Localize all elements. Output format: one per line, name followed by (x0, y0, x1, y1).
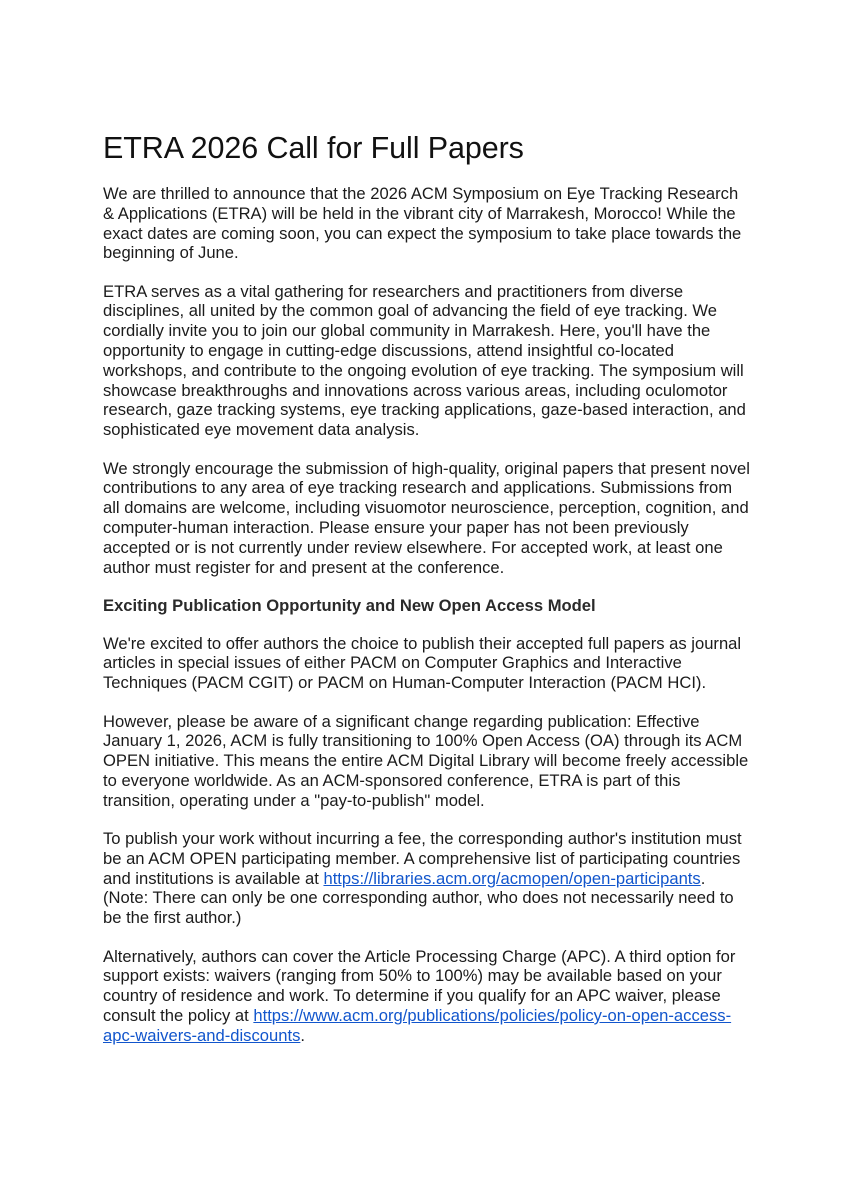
document-page (103, 128, 753, 1064)
fee-text-before: To publish your work without incurring a fee, the corresponding author's institution must be an ACM OPEN participating member. A comprehensive list of participating countries and institutions is available at (103, 829, 742, 888)
acm-open-participants-link[interactable]: https://libraries.acm.org/acmopen/open-participants (323, 868, 701, 888)
apc-waiver-policy-link[interactable]: https://www.acm.org/publications/policies/policy-on-open-access-apc-waivers-and-discounts (103, 1005, 732, 1045)
apc-text-after: . (300, 1025, 305, 1045)
submission-paragraph: We strongly encourage the submission of high-quality, original papers that present novel contributions to any area of eye tracking research and applications. Submissions from all domains are welcome, including visuomotor neuroscience, perception, cognition, and computer-human interaction. Please ensure your paper has not been previously accepted or is not currently under review elsewhere. For accepted work, at least one author must register for and present at the conference. (103, 458, 750, 577)
gathering-paragraph: ETRA serves as a vital gathering for researchers and practitioners from diverse disciplines, all united by the common goal of advancing the field of eye tracking. We cordially invite you to join our global community in Marrakesh. Here, you'll have the opportunity to engage in cutting-edge discussions, attend insightful co-located workshops, and contribute to the ongoing evolution of eye tracking. The symposium will showcase breakthroughs and innovations across various areas, including oculomotor research, gaze tracking systems, eye tracking applications, gaze-based interaction, and sophisticated eye movement data analysis. (103, 281, 746, 440)
apc-paragraph (103, 947, 751, 1046)
intro-paragraph: We are thrilled to announce that the 2026 ACM Symposium on Eye Tracking Research & Applications (ETRA) will be held in the vibrant city of Marrakesh, Morocco! While the exact dates are coming soon, you can expect the symposium to take place towards the beginning of June. (103, 184, 742, 263)
fee-paragraph (103, 829, 751, 928)
open-access-paragraph: However, please be aware of a significant change regarding publication: Effective January 1, 2026, ACM is fully transitioning to 100% Open Access (OA) through its ACM OPEN initiative. This means the entire ACM Digital Library will become freely accessible to everyone worldwide. As an ACM-sponsored conference, ETRA is part of this transition, operating under a "pay-to-publish" model. (103, 711, 749, 810)
section-subheading: Exciting Publication Opportunity and New Open Access Model (103, 595, 596, 615)
page-title: ETRA 2026 Call for Full Papers (103, 131, 524, 165)
fee-text-after: . (Note: There can only be one corresponding author, who does not necessarily need to be the first author.) (103, 868, 734, 928)
journal-paragraph: We're excited to offer authors the choice to publish their accepted full papers as journal articles in special issues of either PACM on Computer Graphics and Interactive Techniques (PACM CGIT) or PACM on Human-Computer Interaction (PACM HCI). (103, 633, 742, 693)
apc-text-before: Alternatively, authors can cover the Article Processing Charge (APC). A third option for support exists: waivers (ranging from 50% to 100%) may be available based on your country of residence and work. To determine if you qualify for an APC waiver, please consult the policy at (103, 946, 736, 1025)
